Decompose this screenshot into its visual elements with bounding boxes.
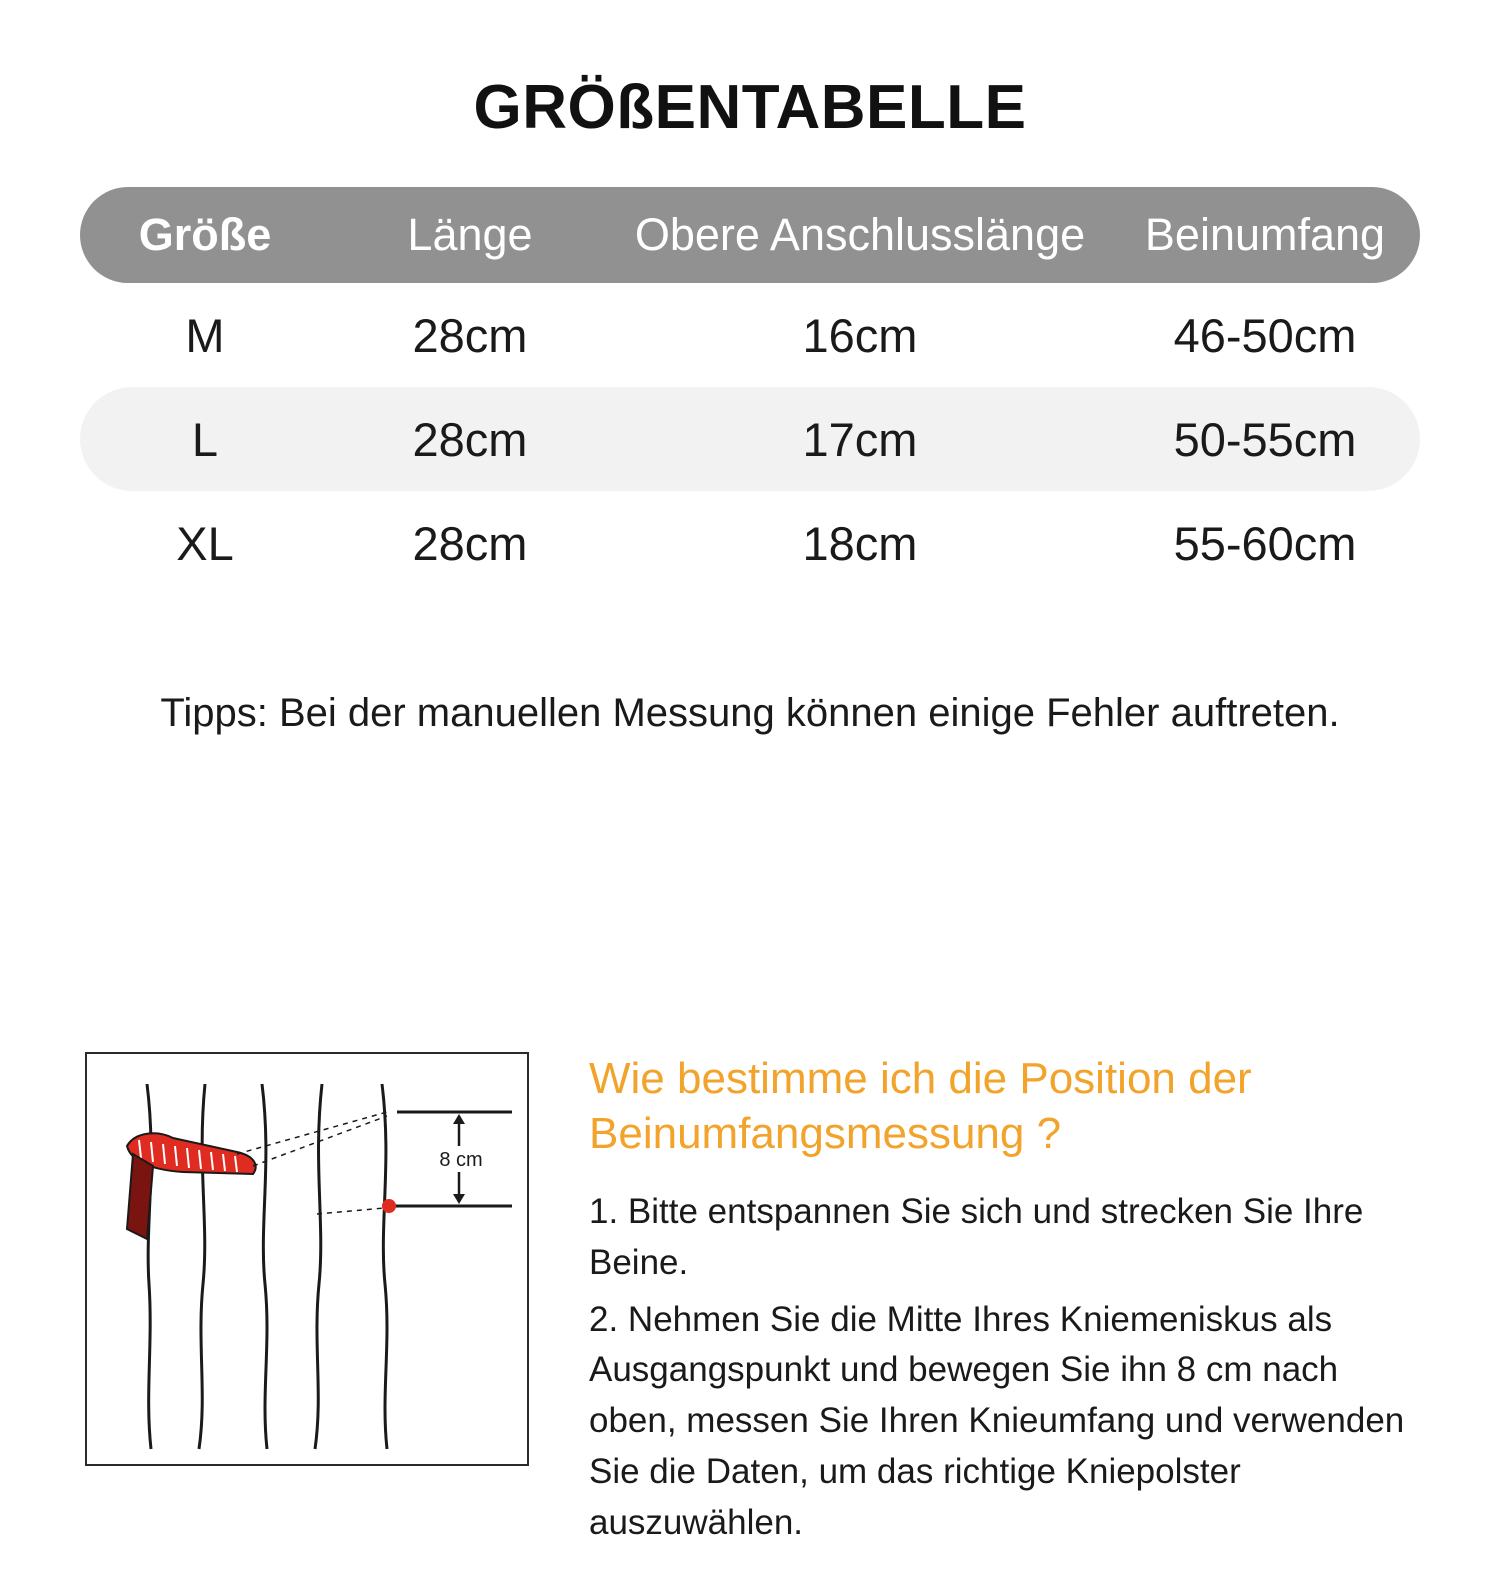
header-length: Länge xyxy=(407,209,533,260)
instructions-list xyxy=(589,1187,1429,1548)
cell-size: M xyxy=(185,308,225,362)
table-header-row xyxy=(80,187,1420,283)
table-row xyxy=(80,387,1420,491)
table-row xyxy=(80,491,1420,595)
instruction-step-1: 1. Bitte entspannen Sie sich und strecken Sie Ihre Beine. xyxy=(589,1192,1364,1282)
header-size: Größe xyxy=(138,209,272,260)
measurement-illustration xyxy=(85,1052,529,1466)
cell-leg-circumference: 46-50cm xyxy=(1173,308,1357,362)
cell-size: XL xyxy=(176,516,234,570)
measurement-tips: Tipps: Bei der manuellen Messung können einige Fehler auftreten. xyxy=(160,691,1340,735)
lower-section xyxy=(0,1052,1500,1554)
reference-point-icon xyxy=(382,1199,396,1213)
distance-label: 8 cm xyxy=(439,1149,483,1171)
cell-length: 28cm xyxy=(412,516,528,570)
header-leg-circumference: Beinumfang xyxy=(1144,209,1386,260)
cell-top-connection: 18cm xyxy=(802,516,918,570)
header-top-connection: Obere Anschlusslänge xyxy=(634,209,1086,260)
size-table xyxy=(80,187,1420,595)
instructions-heading: Wie bestimme ich die Position der Beinumfangsmessung ? xyxy=(589,1054,1252,1158)
cell-length: 28cm xyxy=(412,412,528,466)
table-row xyxy=(80,283,1420,387)
instructions-panel xyxy=(589,1052,1429,1554)
cell-top-connection: 16cm xyxy=(802,308,918,362)
page-title: GRÖßENTABELLE xyxy=(473,73,1027,142)
cell-length: 28cm xyxy=(412,308,528,362)
size-chart-page xyxy=(0,72,1500,1572)
cell-leg-circumference: 55-60cm xyxy=(1173,516,1357,570)
instruction-step-2: 2. Nehmen Sie die Mitte Ihres Kniemeniskus als Ausgangspunkt und bewegen Sie ihn 8 cm nach oben, messen Sie Ihren Knieumfang und verwenden Sie die Daten, um das richtige Kniepolster auszuwählen. xyxy=(589,1299,1405,1542)
cell-leg-circumference: 50-55cm xyxy=(1173,412,1357,466)
cell-top-connection: 17cm xyxy=(802,412,918,466)
cell-size: L xyxy=(191,412,219,466)
legs-measurement-diagram xyxy=(87,1054,527,1464)
measuring-tape-icon xyxy=(127,1133,256,1239)
